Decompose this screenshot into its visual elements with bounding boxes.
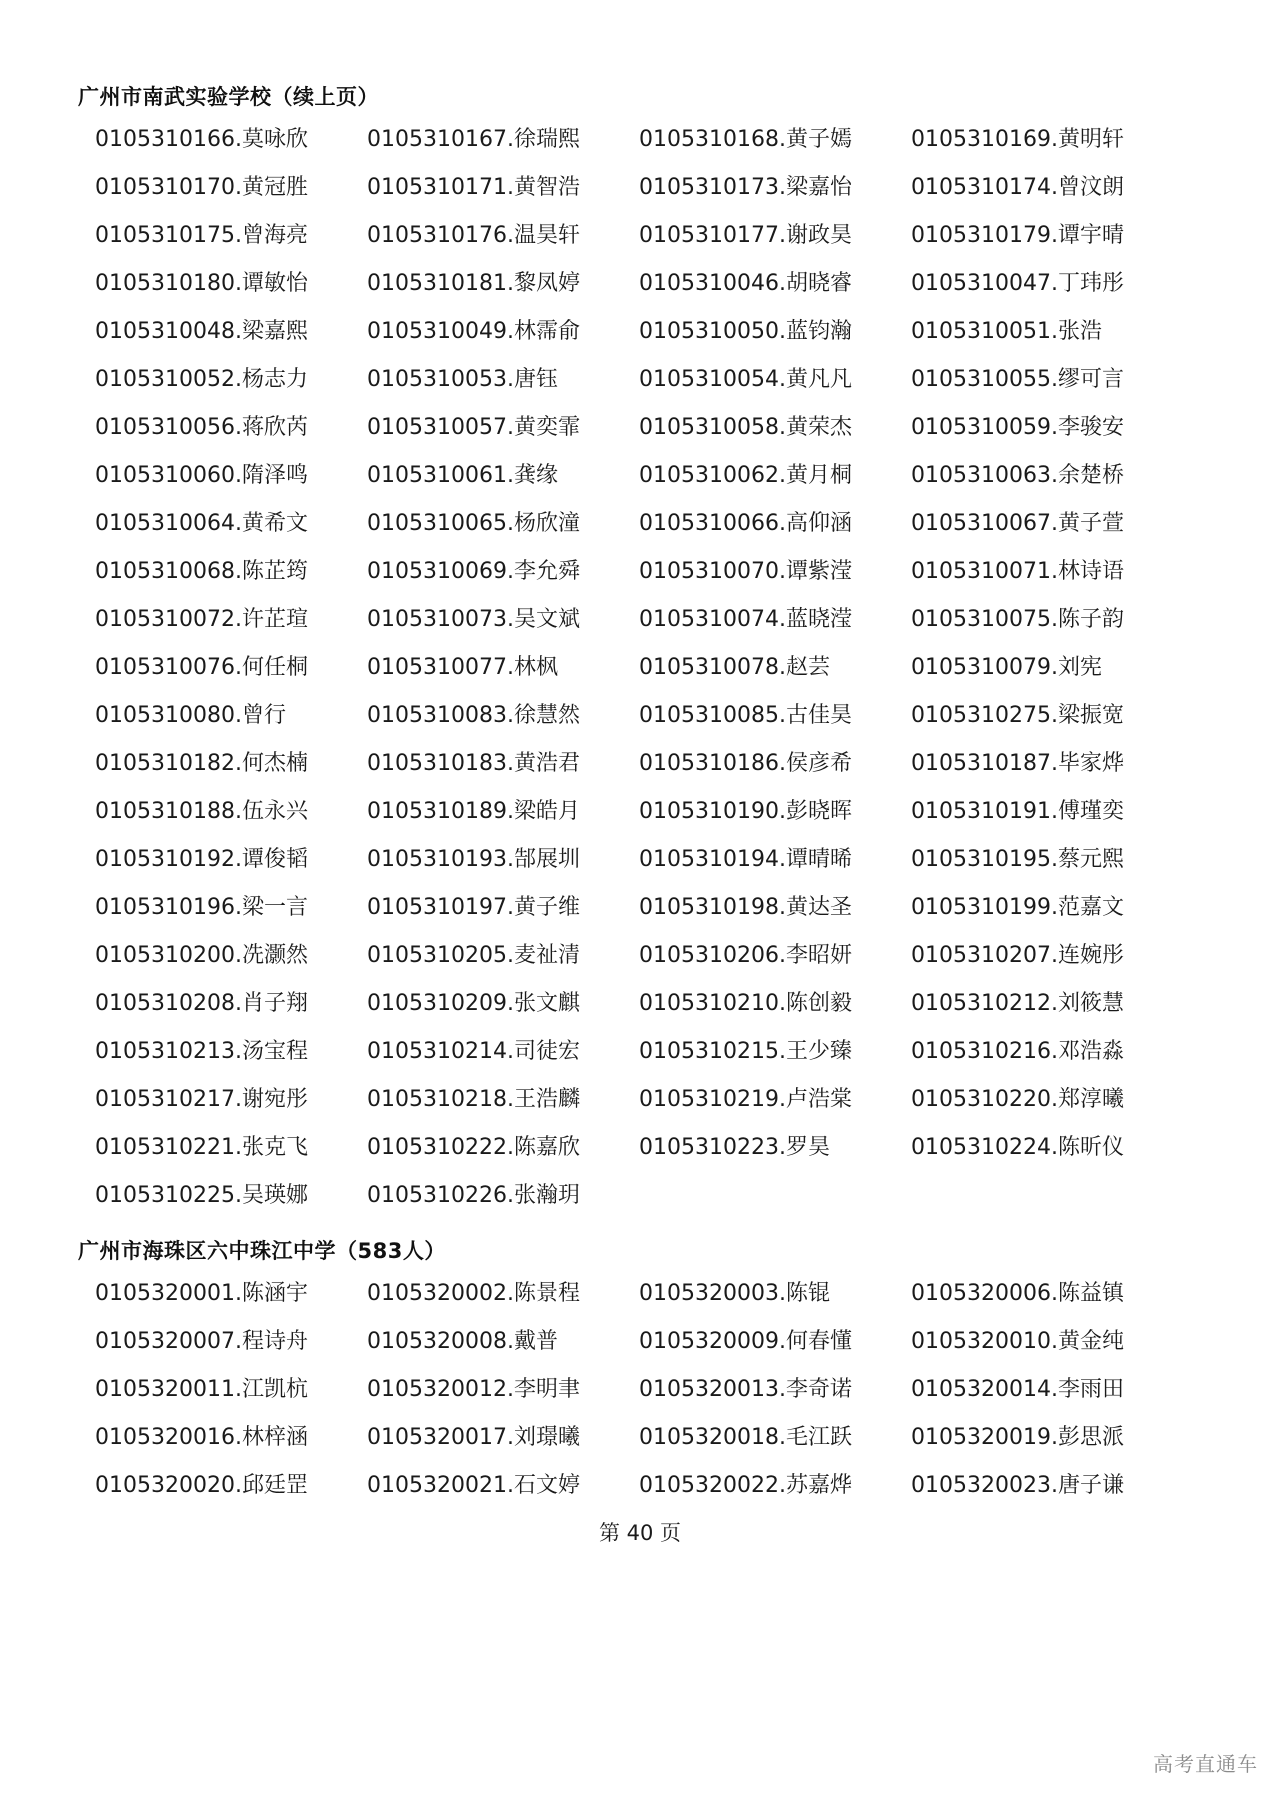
student-entry: 0105320003.陈锟 bbox=[639, 1281, 830, 1306]
student-entry: 0105310079.刘宪 bbox=[911, 655, 1102, 680]
student-entry: 0105310049.林霈俞 bbox=[367, 319, 580, 344]
student-entry: 0105310199.范嘉文 bbox=[911, 895, 1124, 920]
student-entry: 0105310077.林枫 bbox=[367, 655, 558, 680]
student-entry: 0105310046.胡晓睿 bbox=[639, 271, 852, 296]
student-entry: 0105310193.郜展圳 bbox=[367, 847, 580, 872]
student-entry: 0105310053.唐钰 bbox=[367, 367, 558, 392]
student-entry: 0105310072.许芷瑄 bbox=[95, 607, 308, 632]
student-entry: 0105310188.伍永兴 bbox=[95, 799, 308, 824]
student-entry: 0105310064.黄希文 bbox=[95, 511, 308, 536]
student-entry: 0105310275.梁振宽 bbox=[911, 703, 1124, 728]
student-entry: 0105310212.刘筱慧 bbox=[911, 991, 1124, 1016]
student-entry: 0105310226.张瀚玥 bbox=[367, 1183, 580, 1208]
student-entry: 0105310068.陈芷筠 bbox=[95, 559, 308, 584]
student-entry: 0105310225.吴瑛娜 bbox=[95, 1183, 308, 1208]
student-entry: 0105310205.麦祉清 bbox=[367, 943, 580, 968]
student-entry: 0105320019.彭思派 bbox=[911, 1425, 1124, 1450]
student-entry: 0105310183.黄浩君 bbox=[367, 751, 580, 776]
student-entry: 0105310060.隋泽鸣 bbox=[95, 463, 308, 488]
student-entry: 0105320017.刘璟曦 bbox=[367, 1425, 580, 1450]
student-entry: 0105320012.李明聿 bbox=[367, 1377, 580, 1402]
student-entry: 0105310176.温昊轩 bbox=[367, 223, 580, 248]
student-entry: 0105320014.李雨田 bbox=[911, 1377, 1124, 1402]
student-entry: 0105310061.龚缘 bbox=[367, 463, 558, 488]
student-entry: 0105310078.赵芸 bbox=[639, 655, 830, 680]
student-entry: 0105310224.陈昕仪 bbox=[911, 1135, 1124, 1160]
student-entry: 0105320023.唐子谦 bbox=[911, 1473, 1124, 1498]
student-entry: 0105310222.陈嘉欣 bbox=[367, 1135, 580, 1160]
student-entry: 0105310175.曾海亮 bbox=[95, 223, 308, 248]
student-entry: 0105310075.陈子韵 bbox=[911, 607, 1124, 632]
student-entry: 0105320006.陈益镇 bbox=[911, 1281, 1124, 1306]
student-entry: 0105310220.郑淳曦 bbox=[911, 1087, 1124, 1112]
student-entry: 0105310189.梁皓月 bbox=[367, 799, 580, 824]
student-entry: 0105310048.梁嘉熙 bbox=[95, 319, 308, 344]
student-entry: 0105320007.程诗舟 bbox=[95, 1329, 308, 1354]
student-entry: 0105320016.林梓涵 bbox=[95, 1425, 308, 1450]
school-section-nanwu bbox=[78, 78, 1218, 1220]
student-entry: 0105310180.谭敏怡 bbox=[95, 271, 308, 296]
student-entry: 0105320022.苏嘉烨 bbox=[639, 1473, 852, 1498]
student-entry: 0105310223.罗昊 bbox=[639, 1135, 830, 1160]
student-entry: 0105310196.梁一言 bbox=[95, 895, 308, 920]
student-entry: 0105310217.谢宛彤 bbox=[95, 1087, 308, 1112]
student-entry: 0105310074.蓝晓滢 bbox=[639, 607, 852, 632]
student-entry: 0105310213.汤宝程 bbox=[95, 1039, 308, 1064]
student-entry: 0105310073.吴文斌 bbox=[367, 607, 580, 632]
student-entry: 0105310063.余楚桥 bbox=[911, 463, 1124, 488]
student-entry: 0105310167.徐瑞熙 bbox=[367, 127, 580, 152]
student-entry: 0105320021.石文婷 bbox=[367, 1473, 580, 1498]
section-title: 广州市海珠区六中珠江中学（583人） bbox=[78, 1239, 446, 1263]
student-entry: 0105310179.谭宇晴 bbox=[911, 223, 1124, 248]
student-entry: 0105310056.蒋欣芮 bbox=[95, 415, 308, 440]
student-entry: 0105310191.傅瑾奕 bbox=[911, 799, 1124, 824]
student-entry: 0105310200.冼灏然 bbox=[95, 943, 308, 968]
student-entry: 0105310194.谭晴晞 bbox=[639, 847, 852, 872]
student-entry: 0105310187.毕家烨 bbox=[911, 751, 1124, 776]
student-entry: 0105310195.蔡元熙 bbox=[911, 847, 1124, 872]
student-entry: 0105310214.司徒宏 bbox=[367, 1039, 580, 1064]
student-entry: 0105310173.梁嘉怡 bbox=[639, 175, 852, 200]
student-entry: 0105310067.黄子萱 bbox=[911, 511, 1124, 536]
student-entry: 0105310169.黄明轩 bbox=[911, 127, 1124, 152]
student-entry: 0105320008.戴普 bbox=[367, 1329, 558, 1354]
student-entry: 0105310080.曾行 bbox=[95, 703, 286, 728]
student-entry: 0105310051.张浩 bbox=[911, 319, 1102, 344]
student-entry: 0105310052.杨志力 bbox=[95, 367, 308, 392]
student-entry: 0105320002.陈景程 bbox=[367, 1281, 580, 1306]
student-entry: 0105310083.徐慧然 bbox=[367, 703, 580, 728]
student-entry: 0105310219.卢浩棠 bbox=[639, 1087, 852, 1112]
student-entry: 0105310221.张克飞 bbox=[95, 1135, 308, 1160]
student-entry: 0105310218.王浩麟 bbox=[367, 1087, 580, 1112]
student-entry: 0105310190.彭晓晖 bbox=[639, 799, 852, 824]
student-entry: 0105310208.肖子翔 bbox=[95, 991, 308, 1016]
student-entry: 0105310066.高仰涵 bbox=[639, 511, 852, 536]
student-entry: 0105310182.何杰楠 bbox=[95, 751, 308, 776]
student-entry: 0105310058.黄荣杰 bbox=[639, 415, 852, 440]
student-entry: 0105310047.丁玮彤 bbox=[911, 271, 1124, 296]
school-section-liuzhong-zhujiang bbox=[78, 1232, 1218, 1510]
student-entry: 0105310197.黄子维 bbox=[367, 895, 580, 920]
student-entry: 0105310054.黄凡凡 bbox=[639, 367, 852, 392]
student-entry: 0105310062.黄月桐 bbox=[639, 463, 852, 488]
student-entry: 0105320010.黄金纯 bbox=[911, 1329, 1124, 1354]
student-entry: 0105320013.李奇诺 bbox=[639, 1377, 852, 1402]
section-title: 广州市南武实验学校（续上页） bbox=[78, 85, 379, 109]
student-entry: 0105320018.毛江跃 bbox=[639, 1425, 852, 1450]
student-entry: 0105310170.黄冠胜 bbox=[95, 175, 308, 200]
student-entry: 0105310059.李骏安 bbox=[911, 415, 1124, 440]
student-entry: 0105310207.连婉彤 bbox=[911, 943, 1124, 968]
student-entry: 0105310206.李昭妍 bbox=[639, 943, 852, 968]
student-entry: 0105310085.古佳昊 bbox=[639, 703, 852, 728]
student-entry: 0105320020.邱廷罡 bbox=[95, 1473, 308, 1498]
watermark: 高考直通车 bbox=[1153, 1752, 1258, 1776]
student-entry: 0105320011.江凯杭 bbox=[95, 1377, 308, 1402]
student-entry: 0105310065.杨欣潼 bbox=[367, 511, 580, 536]
student-entry: 0105310216.邓浩淼 bbox=[911, 1039, 1124, 1064]
page-number: 第 40 页 bbox=[598, 1521, 682, 1545]
student-list bbox=[95, 116, 1218, 1220]
student-entry: 0105310215.王少臻 bbox=[639, 1039, 852, 1064]
student-entry: 0105310055.缪可言 bbox=[911, 367, 1124, 392]
student-entry: 0105320009.何春懂 bbox=[639, 1329, 852, 1354]
student-entry: 0105310209.张文麒 bbox=[367, 991, 580, 1016]
student-entry: 0105310186.侯彦希 bbox=[639, 751, 852, 776]
student-entry: 0105320001.陈涵宇 bbox=[95, 1281, 308, 1306]
student-entry: 0105310076.何任桐 bbox=[95, 655, 308, 680]
student-entry: 0105310069.李允舜 bbox=[367, 559, 580, 584]
student-entry: 0105310192.谭俊韬 bbox=[95, 847, 308, 872]
student-entry: 0105310070.谭紫滢 bbox=[639, 559, 852, 584]
student-entry: 0105310174.曾汶朗 bbox=[911, 175, 1124, 200]
student-list bbox=[95, 1270, 1218, 1510]
student-entry: 0105310181.黎凤婷 bbox=[367, 271, 580, 296]
student-entry: 0105310057.黄奕霏 bbox=[367, 415, 580, 440]
student-entry: 0105310050.蓝钧瀚 bbox=[639, 319, 852, 344]
student-entry: 0105310198.黄达圣 bbox=[639, 895, 852, 920]
student-entry: 0105310168.黄子嫣 bbox=[639, 127, 852, 152]
student-entry: 0105310071.林诗语 bbox=[911, 559, 1124, 584]
student-entry: 0105310210.陈创毅 bbox=[639, 991, 852, 1016]
student-entry: 0105310171.黄智浩 bbox=[367, 175, 580, 200]
student-entry: 0105310177.谢政昊 bbox=[639, 223, 852, 248]
student-entry: 0105310166.莫咏欣 bbox=[95, 127, 308, 152]
